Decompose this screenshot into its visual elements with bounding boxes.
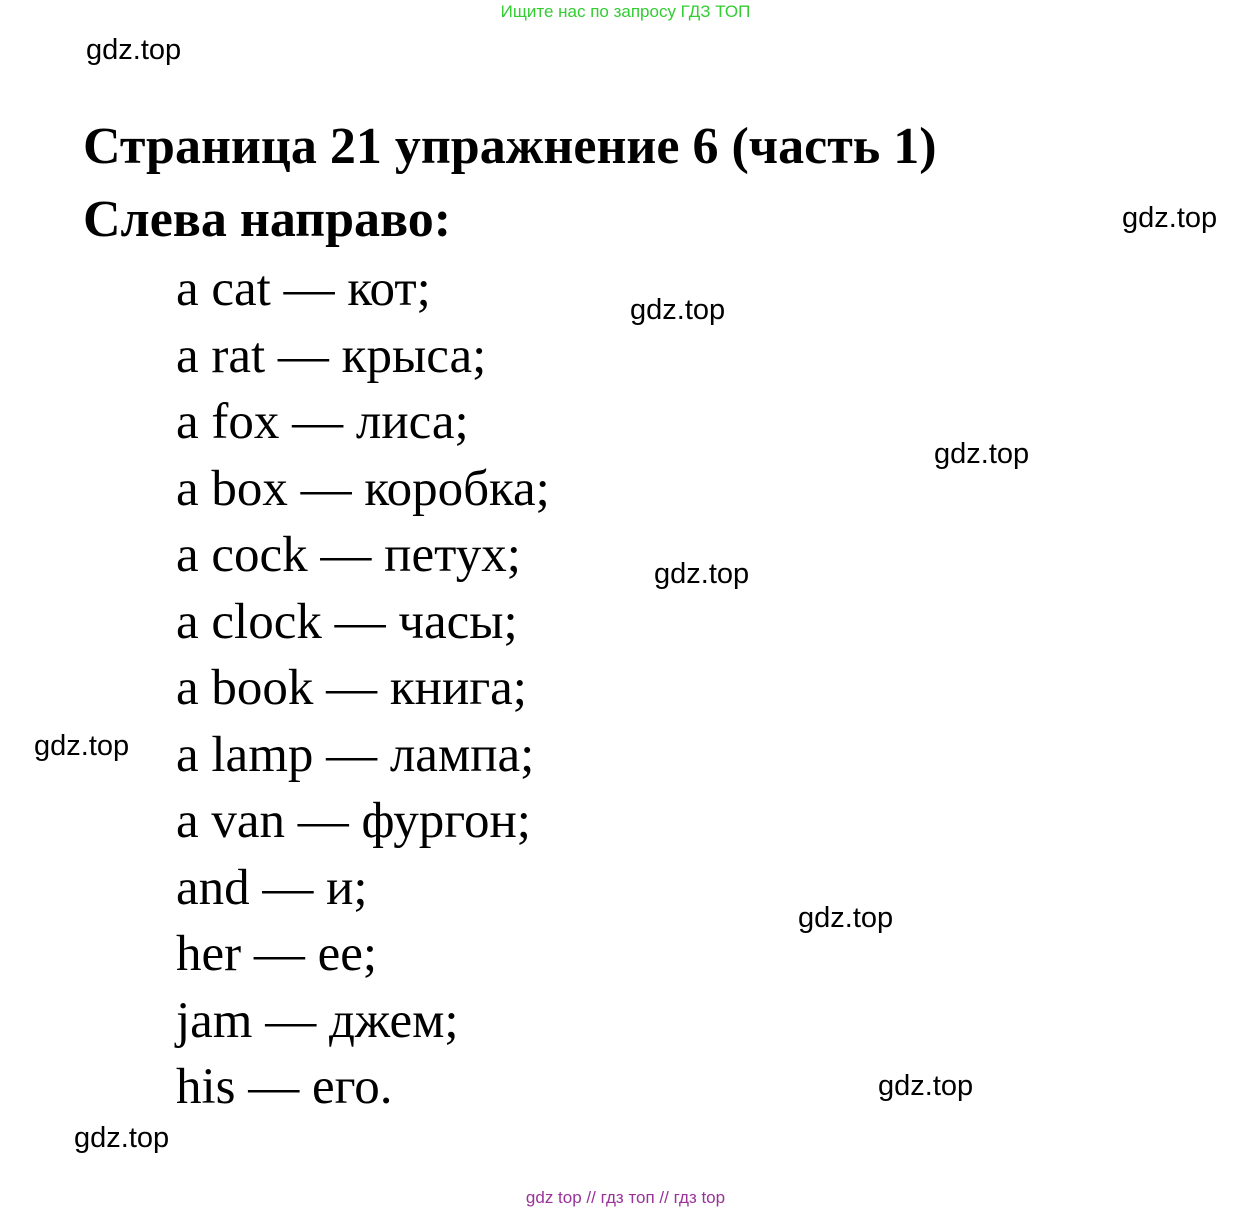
vocabulary-item: a clock — часы;	[176, 593, 518, 650]
watermark: gdz.top	[630, 294, 726, 326]
page-title: Страница 21 упражнение 6 (часть 1)	[83, 118, 937, 175]
watermark: gdz.top	[878, 1070, 974, 1102]
vocabulary-item: a rat — крыса;	[176, 327, 487, 384]
vocabulary-item: a cock — петух;	[176, 527, 521, 583]
vocabulary-item: jam — джем;	[176, 992, 459, 1049]
search-hint-banner: Ищите нас по запросу ГДЗ ТОП	[500, 2, 751, 21]
watermark: gdz.top	[798, 902, 894, 934]
vocabulary-item: a fox — лиса;	[176, 394, 469, 450]
watermark: gdz.top	[1122, 202, 1218, 234]
page-subtitle: Слева направо:	[83, 191, 452, 248]
vocabulary-list	[176, 256, 550, 1121]
vocabulary-item: a cat — кот;	[176, 261, 431, 317]
watermark: gdz.top	[34, 730, 130, 762]
footer-banner: gdz top // гдз топ // гдз top	[525, 1188, 726, 1207]
vocabulary-item: a lamp — лампа;	[176, 726, 535, 783]
vocabulary-item: a box — коробка;	[176, 460, 550, 517]
watermark: gdz.top	[86, 34, 182, 66]
watermark: gdz.top	[74, 1122, 170, 1154]
vocabulary-item: a van — фургон;	[176, 793, 531, 849]
vocabulary-item: her — ее;	[176, 926, 378, 982]
vocabulary-item: and — и;	[176, 859, 368, 916]
vocabulary-item: a book — книга;	[176, 660, 527, 716]
watermark: gdz.top	[654, 558, 750, 590]
watermark: gdz.top	[934, 438, 1030, 470]
vocabulary-item: his — его.	[176, 1059, 393, 1115]
